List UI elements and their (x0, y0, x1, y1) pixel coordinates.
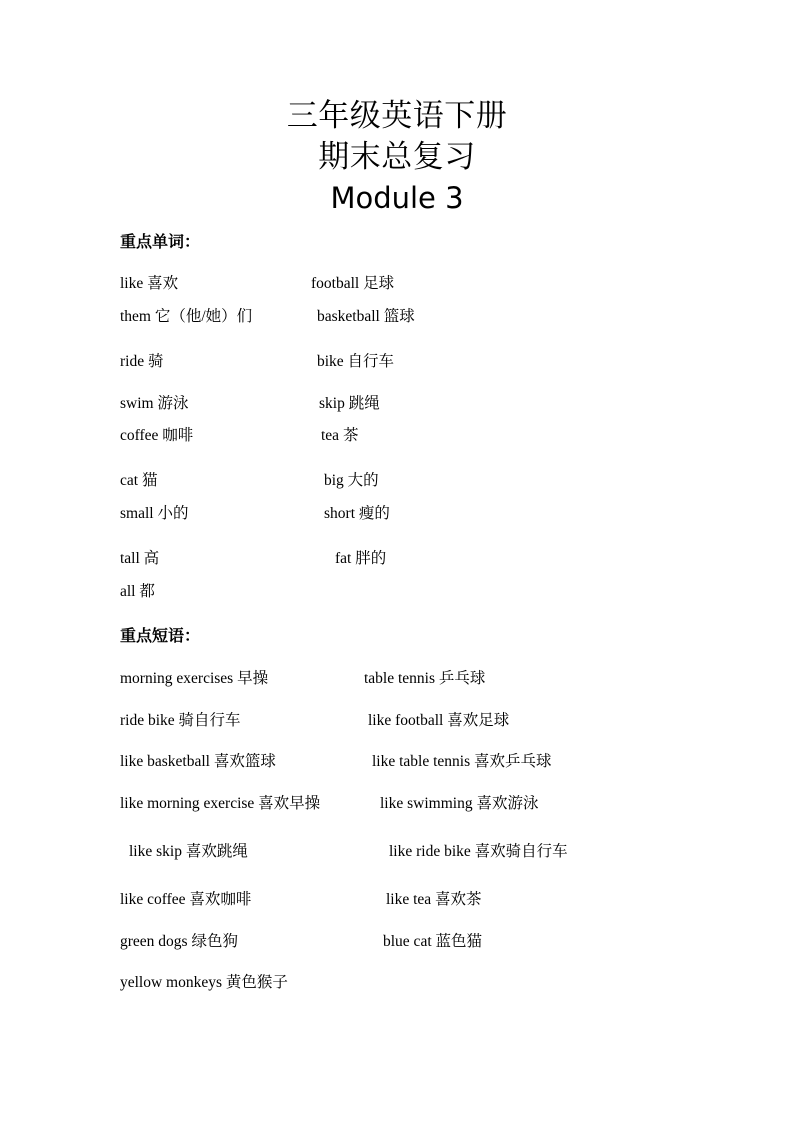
vocab-item: skip 跳绳 (319, 395, 380, 412)
phrases-heading: 重点短语： (120, 626, 201, 645)
vocab-item: short 瘦的 (324, 505, 390, 522)
vocab-item: tall 高 (120, 550, 160, 567)
phrase-item: like table tennis 喜欢乒乓球 (372, 753, 552, 770)
vocab-item: ride 骑 (120, 353, 164, 370)
vocab-item: all 都 (120, 583, 155, 600)
vocab-item: basketball 篮球 (317, 308, 415, 325)
title-module: Module 3 (330, 181, 464, 215)
vocab-item: bike 自行车 (317, 353, 395, 370)
vocab-item: football 足球 (311, 275, 395, 292)
vocab-item: cat 猫 (120, 472, 158, 489)
vocab-item: small 小的 (120, 505, 189, 522)
phrase-item: morning exercises 早操 (120, 670, 269, 687)
phrase-item: like basketball 喜欢篮球 (120, 753, 276, 770)
vocab-heading: 重点单词： (120, 232, 201, 251)
phrase-item: like swimming 喜欢游泳 (380, 795, 539, 812)
vocab-item: big 大的 (324, 472, 379, 489)
phrase-item: blue cat 蓝色猫 (383, 933, 483, 950)
vocab-item: swim 游泳 (120, 395, 189, 412)
phrase-item: yellow monkeys 黄色猴子 (120, 974, 288, 991)
vocab-item: fat 胖的 (335, 550, 387, 567)
title-review: 期末总复习 (318, 139, 476, 175)
vocab-item: them 它（他/她）们 (120, 308, 253, 325)
vocab-item: tea 茶 (321, 427, 359, 444)
phrase-item: like skip 喜欢跳绳 (129, 843, 248, 860)
phrase-item: like ride bike 喜欢骑自行车 (389, 843, 568, 860)
title-grade: 三年级英语下册 (286, 98, 508, 134)
vocab-item: coffee 咖啡 (120, 427, 194, 444)
phrase-item: green dogs 绿色狗 (120, 933, 238, 950)
phrase-item: like tea 喜欢茶 (386, 891, 482, 908)
phrase-item: like morning exercise 喜欢早操 (120, 795, 321, 812)
phrase-item: table tennis 乒乓球 (364, 670, 486, 687)
phrase-item: like coffee 喜欢咖啡 (120, 891, 252, 908)
vocab-item: like 喜欢 (120, 275, 179, 292)
phrase-item: ride bike 骑自行车 (120, 712, 241, 729)
phrase-item: like football 喜欢足球 (368, 712, 510, 729)
